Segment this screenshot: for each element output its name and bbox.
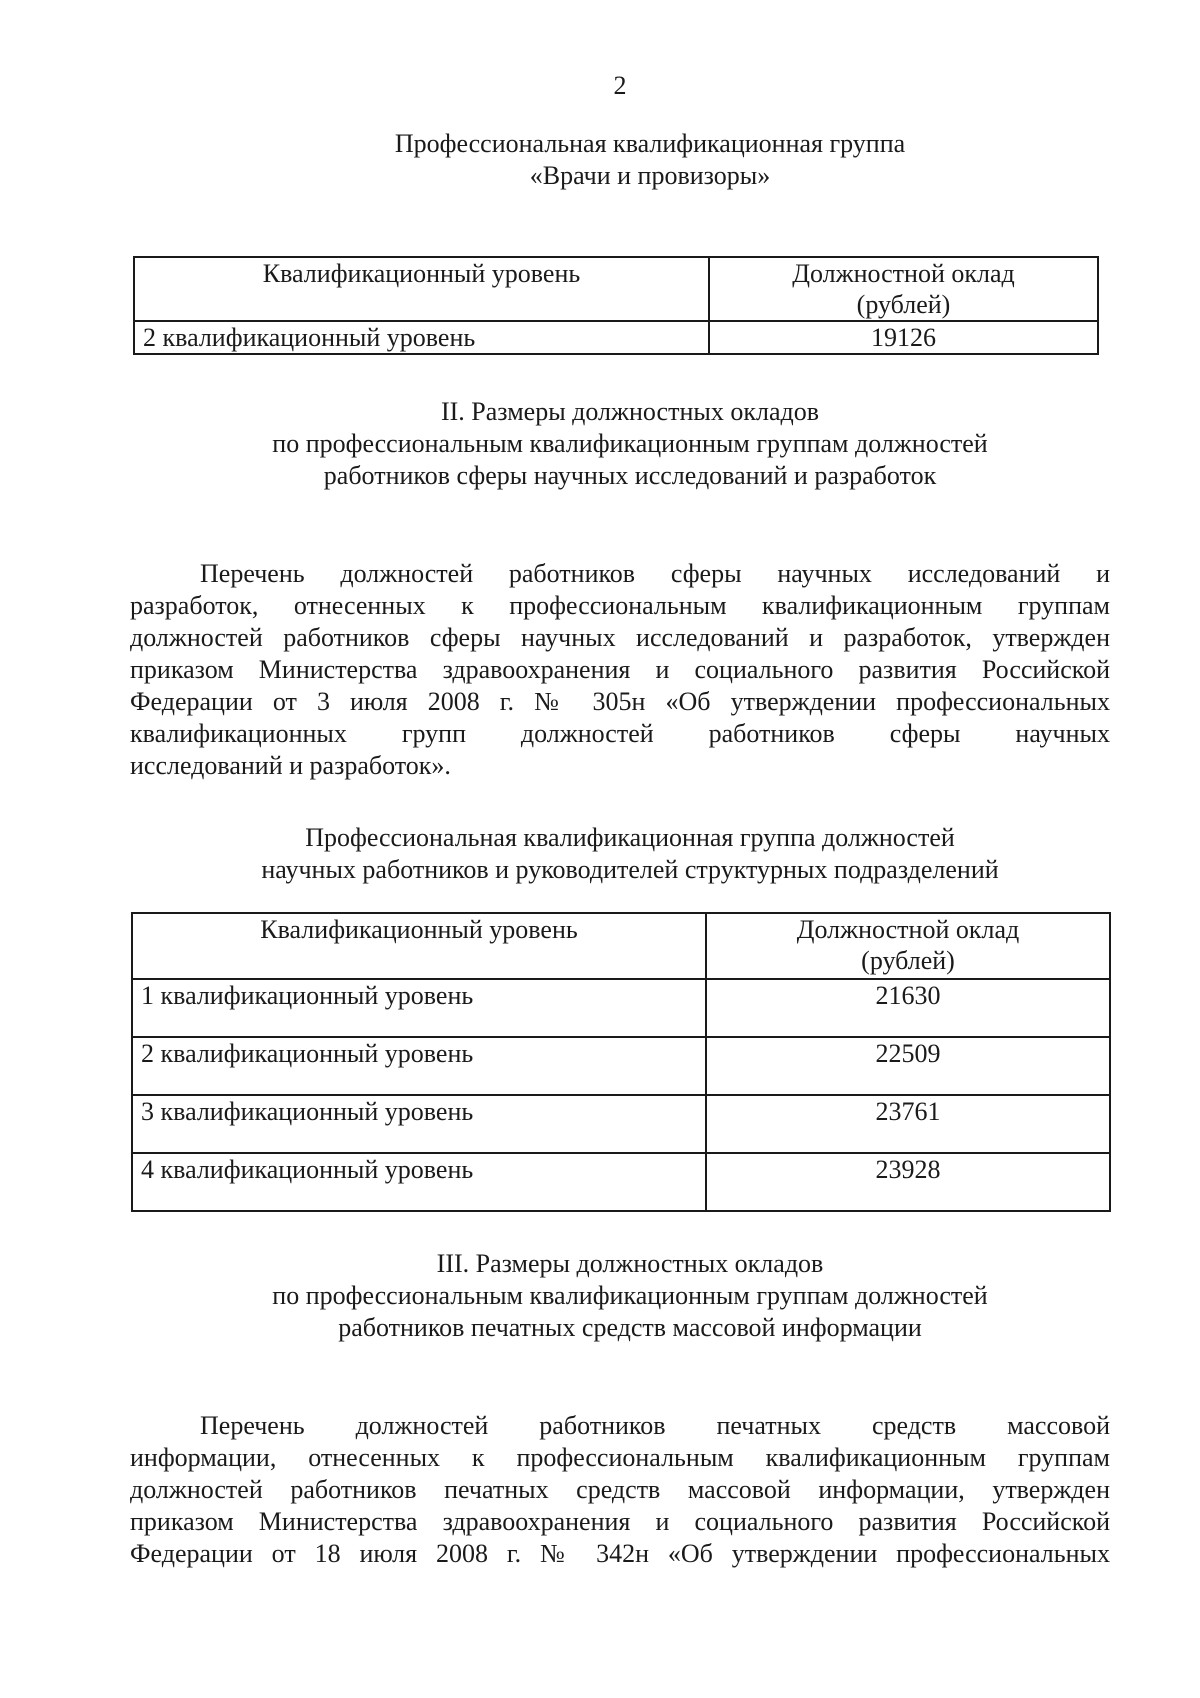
paragraph-line: должностей работников сферы научных исследований и разработок, утвержден <box>130 623 1110 652</box>
page-number: 2 <box>613 71 627 100</box>
paragraph-line: Федерации от 3 июля 2008 г. № 305н «Об утверждении профессиональных <box>130 687 1110 716</box>
paragraph-line: Перечень должностей работников печатных средств массовой <box>200 1411 1110 1440</box>
table-row <box>132 1153 1110 1211</box>
group1-title <box>160 128 1140 192</box>
paragraph-line: Перечень должностей работников сферы научных исследований и <box>200 559 1110 588</box>
header-salary-line1: Должностной оклад <box>792 259 1015 288</box>
row-level: 3 квалификационный уровень <box>132 1095 706 1153</box>
paragraph-line: приказом Министерства здравоохранения и социального развития Российской <box>130 1507 1110 1536</box>
section3-heading-line3: работников печатных средств массовой информации <box>338 1313 922 1342</box>
row-salary: 23761 <box>706 1095 1110 1153</box>
section2-group-title-line2: научных работников и руководителей структурных подразделений <box>261 855 999 884</box>
group1-salary-table <box>133 256 1099 355</box>
row-salary: 21630 <box>706 979 1110 1037</box>
section3-heading <box>140 1248 1120 1344</box>
row-level: 1 квалификационный уровень <box>132 979 706 1037</box>
paragraph-line: исследований и разработок». <box>130 751 451 780</box>
section2-heading-line1: II. Размеры должностных окладов <box>440 397 819 426</box>
section2-salary-table <box>131 912 1111 1212</box>
group1-title-line1: Профессиональная квалификационная группа <box>394 129 906 158</box>
paragraph-line: приказом Министерства здравоохранения и социального развития Российской <box>130 655 1110 684</box>
row-salary: 19126 <box>709 321 1098 354</box>
section2-heading-line3: работников сферы научных исследований и разработок <box>323 461 937 490</box>
section3-heading-line1: III. Размеры должностных окладов <box>436 1249 824 1278</box>
table-header-row <box>134 257 1098 321</box>
row-level: 2 квалификационный уровень <box>132 1037 706 1095</box>
section2-group-title <box>140 822 1120 886</box>
section2-group-title-line1: Профессиональная квалификационная группа должностей <box>305 823 955 852</box>
header-level: Квалификационный уровень <box>134 257 709 321</box>
section3-paragraph <box>130 1410 1110 1570</box>
header-salary-line2: (рублей) <box>861 946 955 975</box>
table-row <box>132 979 1110 1037</box>
table-row <box>132 1095 1110 1153</box>
group1-title-line2: «Врачи и провизоры» <box>529 161 771 190</box>
header-salary-line2: (рублей) <box>856 290 951 319</box>
paragraph-line: информации, отнесенных к профессиональным квалификационным группам <box>130 1443 1110 1472</box>
header-salary-line1: Должностной оклад <box>796 915 1020 944</box>
paragraph-line: разработок, отнесенных к профессиональным квалификационным группам <box>130 591 1110 620</box>
header-salary <box>706 913 1110 979</box>
header-level: Квалификационный уровень <box>132 913 706 979</box>
section2-heading-line2: по профессиональным квалификационным группам должностей <box>272 429 988 458</box>
paragraph-line: должностей работников печатных средств массовой информации, утвержден <box>130 1475 1110 1504</box>
section2-paragraph <box>130 558 1110 782</box>
row-level: 2 квалификационный уровень <box>134 321 709 354</box>
table-row <box>132 1037 1110 1095</box>
row-salary: 23928 <box>706 1153 1110 1211</box>
row-salary: 22509 <box>706 1037 1110 1095</box>
section3-heading-line2: по профессиональным квалификационным группам должностей <box>272 1281 988 1310</box>
section2-heading <box>140 396 1120 492</box>
paragraph-line: Федерации от 18 июля 2008 г. № 342н «Об утверждении профессиональных <box>130 1539 1110 1568</box>
table-row <box>134 321 1098 354</box>
paragraph-line: квалификационных групп должностей работников сферы научных <box>130 719 1110 748</box>
header-salary <box>709 257 1098 321</box>
row-level: 4 квалификационный уровень <box>132 1153 706 1211</box>
table-header-row <box>132 913 1110 979</box>
